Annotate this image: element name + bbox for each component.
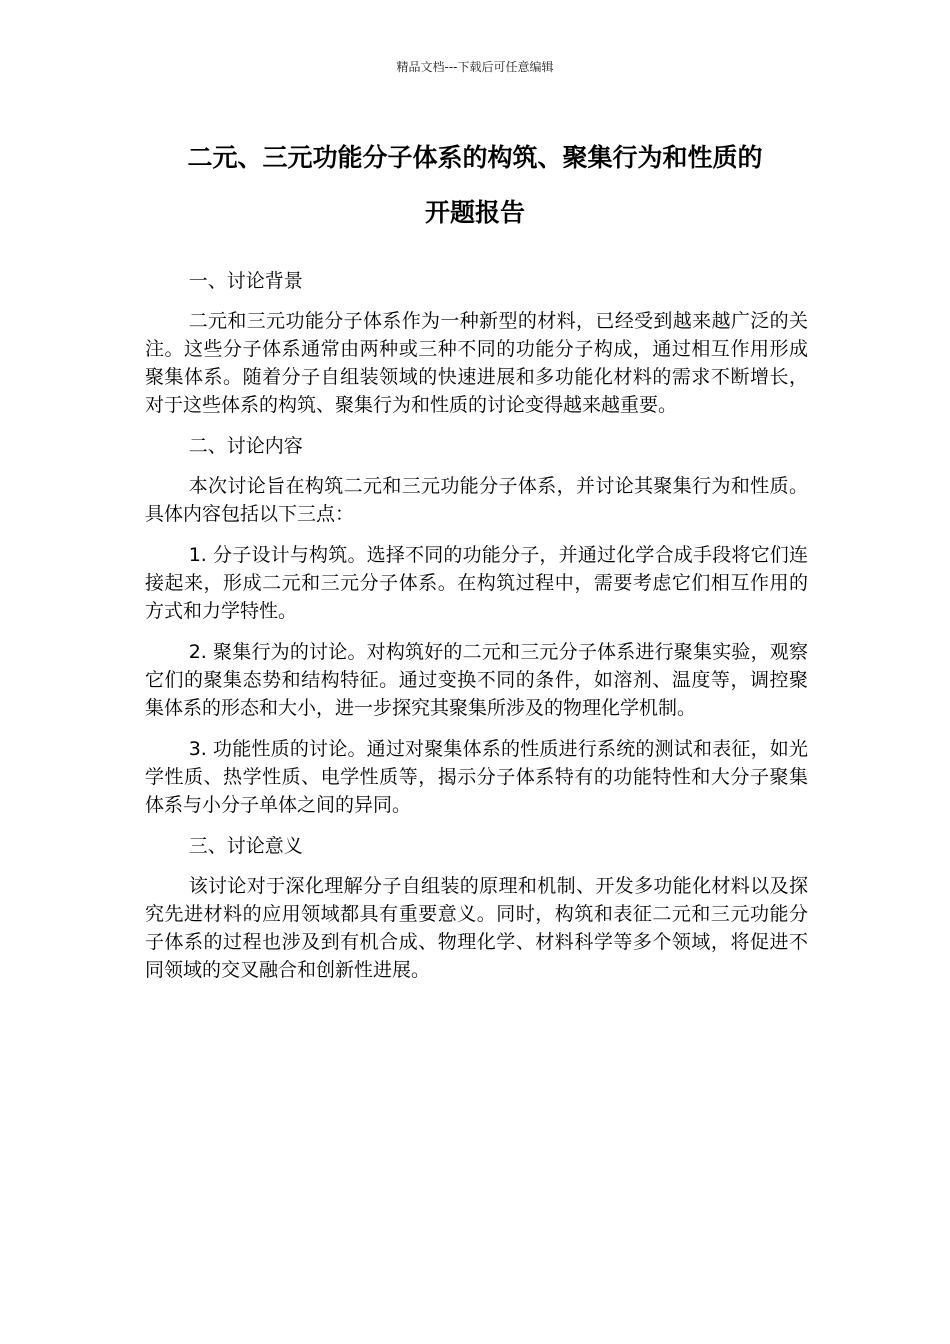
section-heading-background: 一、讨论背景 (188, 270, 303, 292)
paragraph-background: 二元和三元功能分子体系作为一种新型的材料，已经受到越来越广泛的关注。这些分子体系通常由两种或三种不同的功能分子构成，通过相互作用形成聚集体系。随着分子自组装领域的快速进展和多功能化材料的需求不断增长，对于这些体系的构筑、聚集行为和性质的讨论变得越来越重要。 (145, 310, 808, 416)
section-heading-content: 二、讨论内容 (188, 435, 303, 457)
title-line-2: 开题报告 (424, 198, 525, 227)
paragraph-content-item-1: 1. 分子设计与构筑。选择不同的功能分子，并通过化学合成手段将它们连接起来，形成二元和三元分子体系。在构筑过程中，需要考虑它们相互作用的方式和力学特性。 (145, 544, 808, 622)
paragraph-significance: 该讨论对于深化理解分子自组装的原理和机制、开发多功能化材料以及探究先进材料的应用领域都具有重要意义。同时，构筑和表征二元和三元功能分子体系的过程也涉及到有机合成、物理化学、材料科学等多个领域，将促进不同领域的交叉融合和创新性进展。 (145, 875, 808, 981)
paragraph-content-item-2: 2. 聚集行为的讨论。对构筑好的二元和三元分子体系进行聚集实验，观察它们的聚集态势和结构特征。通过变换不同的条件，如溶剂、温度等，调控聚集体系的形态和大小，进一步探究其聚集所涉及的物理化学机制。 (145, 641, 808, 719)
section-heading-significance: 三、讨论意义 (188, 835, 303, 857)
title-line-1: 二元、三元功能分子体系的构筑、聚集行为和性质的 (187, 143, 763, 172)
document-title (140, 130, 810, 240)
document-body (145, 267, 808, 997)
paragraph-content-intro: 本次讨论旨在构筑二元和三元功能分子体系，并讨论其聚集行为和性质。具体内容包括以下三点： (145, 475, 808, 525)
paragraph-content-item-3: 3. 功能性质的讨论。通过对聚集体系的性质进行系统的测试和表征，如光学性质、热学性质、电学性质等，揭示分子体系特有的功能特性和大分子聚集体系与小分子单体之间的异同。 (145, 738, 808, 816)
header-note: 精品文档---下载后可任意编辑 (396, 60, 554, 74)
